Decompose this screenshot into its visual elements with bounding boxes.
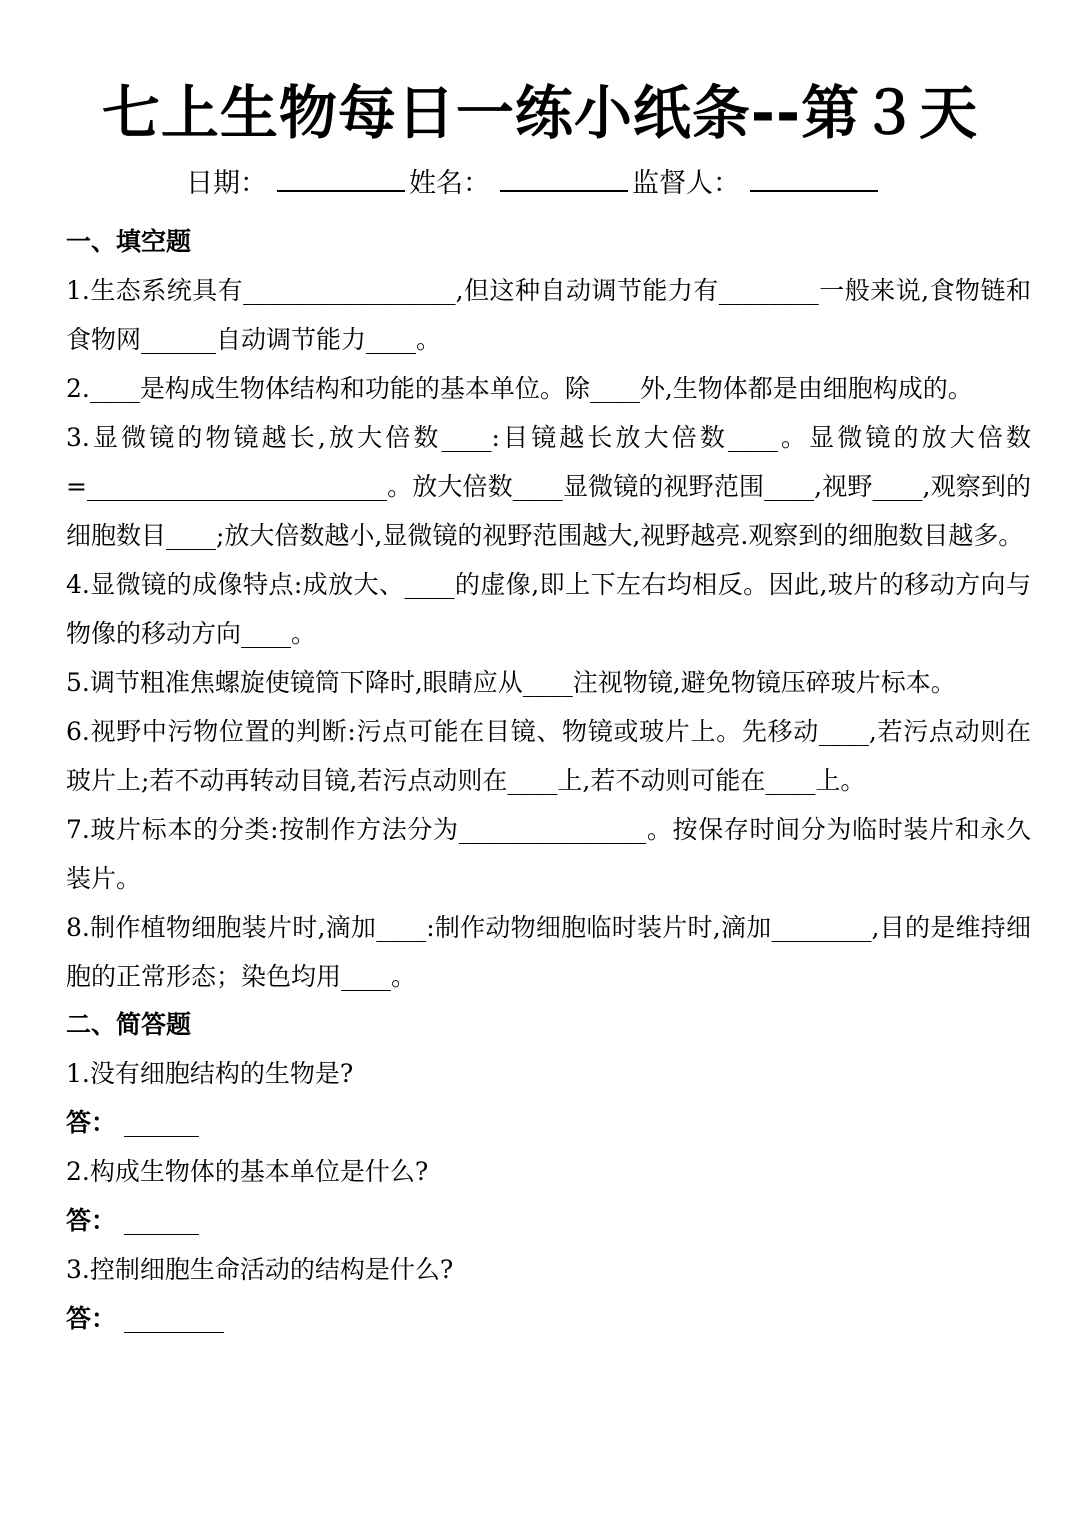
answer-label: 答： [66, 1206, 117, 1235]
name-blank[interactable] [500, 160, 628, 192]
fill-blank-item-4: 4.显微镜的成像特点:成放大、____的虚像,即上下左右均相反。因此,玻片的移动方向与物像的移动方向____。 [66, 570, 1031, 648]
fill-blank-item-1: 1.生态系统具有_________________,但这种自动调节能力有________一般来说,食物链和食物网______自动调节能力____。 [66, 276, 1031, 354]
fill-blank-item-8: 8.制作植物细胞装片时,滴加____:制作动物细胞临时装片时,滴加________,目的是维持细胞的正常形态；染色均用____。 [66, 913, 1031, 991]
short-answer-answer-1[interactable] [66, 1098, 1031, 1147]
page-title: 七上生物每日一练小纸条--第３天 [101, 79, 979, 147]
short-answer-question-3: 3.控制细胞生命活动的结构是什么? [66, 1255, 454, 1284]
fill-blank-item-2: 2.____是构成生物体结构和功能的基本单位。除____外,生物体都是由细胞构成的。 [66, 374, 973, 403]
answer-blank[interactable]: ________ [123, 1304, 224, 1333]
section-heading-fill-blank: 一、填空题 [66, 227, 192, 256]
fill-blank-item-3: 3.显微镜的物镜越长,放大倍数____:目镜越长放大倍数____。显微镜的放大倍数=________________________。放大倍数____显微镜的视野范围____,视野____,观察到的细胞数目____;放大倍数越小,显微镜的视野范围越大,视野越亮.观察到的细胞数目越多。 [66, 423, 1031, 550]
answer-blank[interactable]: ______ [123, 1206, 199, 1235]
worksheet-content [66, 218, 1031, 1343]
short-answer-answer-2[interactable] [66, 1196, 1031, 1245]
fill-blank-item-7: 7.玻片标本的分类:按制作方法分为_______________。按保存时间分为临时装片和永久装片。 [66, 815, 1031, 893]
date-label: 日期： [186, 168, 267, 199]
supervisor-label: 监督人： [632, 168, 740, 199]
section-heading-short-answer: 二、简答题 [66, 1010, 192, 1039]
name-label: 姓名： [409, 168, 490, 199]
short-answer-answer-3[interactable] [66, 1294, 1031, 1343]
date-blank[interactable] [277, 160, 405, 192]
supervisor-blank[interactable] [750, 160, 878, 192]
fill-blank-item-5: 5.调节粗准焦螺旋使镜筒下降时,眼睛应从____注视物镜,避免物镜压碎玻片标本。 [66, 668, 956, 697]
fill-blank-item-6: 6.视野中污物位置的判断:污点可能在目镜、物镜或玻片上。先移动____,若污点动则在玻片上;若不动再转动目镜,若污点动则在____上,若不动则可能在____上。 [66, 717, 1031, 795]
answer-label: 答： [66, 1108, 117, 1137]
info-line [186, 160, 986, 206]
short-answer-question-1: 1.没有细胞结构的生物是? [66, 1059, 354, 1088]
answer-label: 答： [66, 1304, 117, 1333]
answer-blank[interactable]: ______ [123, 1108, 199, 1137]
short-answer-question-2: 2.构成生物体的基本单位是什么? [66, 1157, 429, 1186]
